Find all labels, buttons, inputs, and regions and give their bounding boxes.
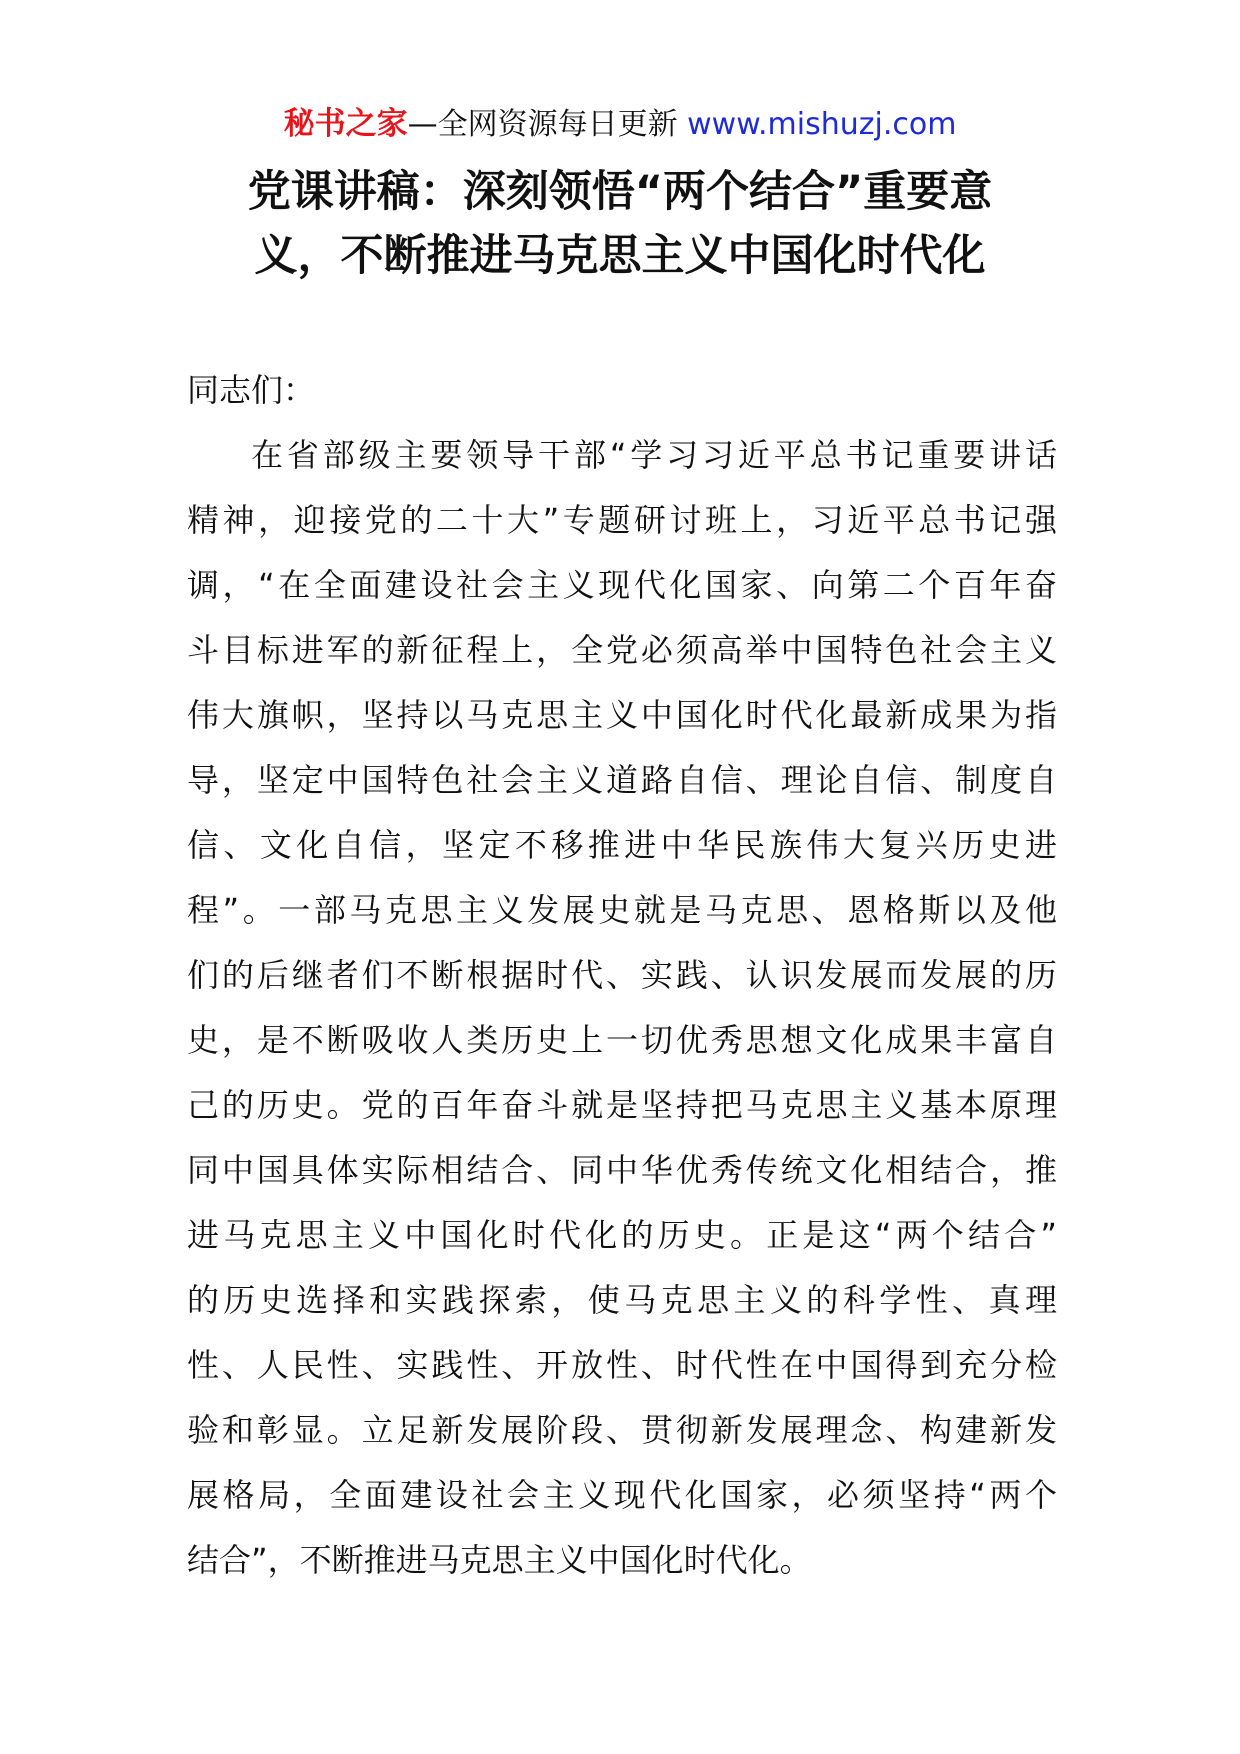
body-line: 程”。一部马克思主义发展史就是马克思、恩格斯以及他: [187, 891, 1057, 929]
body-line: 导，坚定中国特色社会主义道路自信、理论自信、制度自: [187, 761, 1057, 799]
body-line: 进马克思主义中国化时代化的历史。正是这“两个结合”: [187, 1216, 1057, 1254]
body-line: 斗目标进军的新征程上，全党必须高举中国特色社会主义: [187, 631, 1057, 669]
body-line: 性、人民性、实践性、开放性、时代性在中国得到充分检: [187, 1346, 1057, 1384]
document-body: [187, 358, 1057, 1593]
title-line-2: 义，不断推进马克思主义中国化时代化: [254, 231, 986, 281]
title-line-1: 党课讲稿：深刻领悟“两个结合”重要意: [247, 167, 993, 217]
body-line: 伟大旗帜，坚持以马克思主义中国化时代化最新成果为指: [187, 696, 1057, 734]
body-line: 精神，迎接党的二十大”专题研讨班上，习近平总书记强: [187, 501, 1057, 539]
header-slogan: —全网资源每日更新: [407, 107, 688, 142]
salutation: 同志们：: [187, 371, 316, 409]
body-line: 展格局，全面建设社会主义现代化国家，必须坚持“两个: [187, 1476, 1057, 1514]
body-line: 己的历史。党的百年奋斗就是坚持把马克思主义基本原理: [187, 1086, 1057, 1124]
body-line: 调，“在全面建设社会主义现代化国家、向第二个百年奋: [187, 566, 1057, 604]
body-line: 在省部级主要领导干部“学习习近平总书记重要讲话: [251, 436, 1057, 474]
site-url-link[interactable]: www.mishuzj.com: [687, 107, 957, 142]
document-title: [160, 160, 1080, 288]
body-line: 们的后继者们不断根据时代、实践、认识发展而发展的历: [187, 956, 1057, 994]
body-line: 史，是不断吸收人类历史上一切优秀思想文化成果丰富自: [187, 1021, 1057, 1059]
body-line: 信、文化自信，坚定不移推进中华民族伟大复兴历史进: [187, 826, 1057, 864]
body-line: 验和彰显。立足新发展阶段、贯彻新发展理念、构建新发: [187, 1411, 1057, 1449]
body-line: 的历史选择和实践探索，使马克思主义的科学性、真理: [187, 1281, 1057, 1319]
brand-name: 秘书之家: [283, 106, 408, 142]
body-line: 同中国具体实际相结合、同中华优秀传统文化相结合，推: [187, 1151, 1057, 1189]
body-line: 结合”，不断推进马克思主义中国化时代化。: [187, 1541, 812, 1579]
site-header: [0, 104, 1240, 145]
